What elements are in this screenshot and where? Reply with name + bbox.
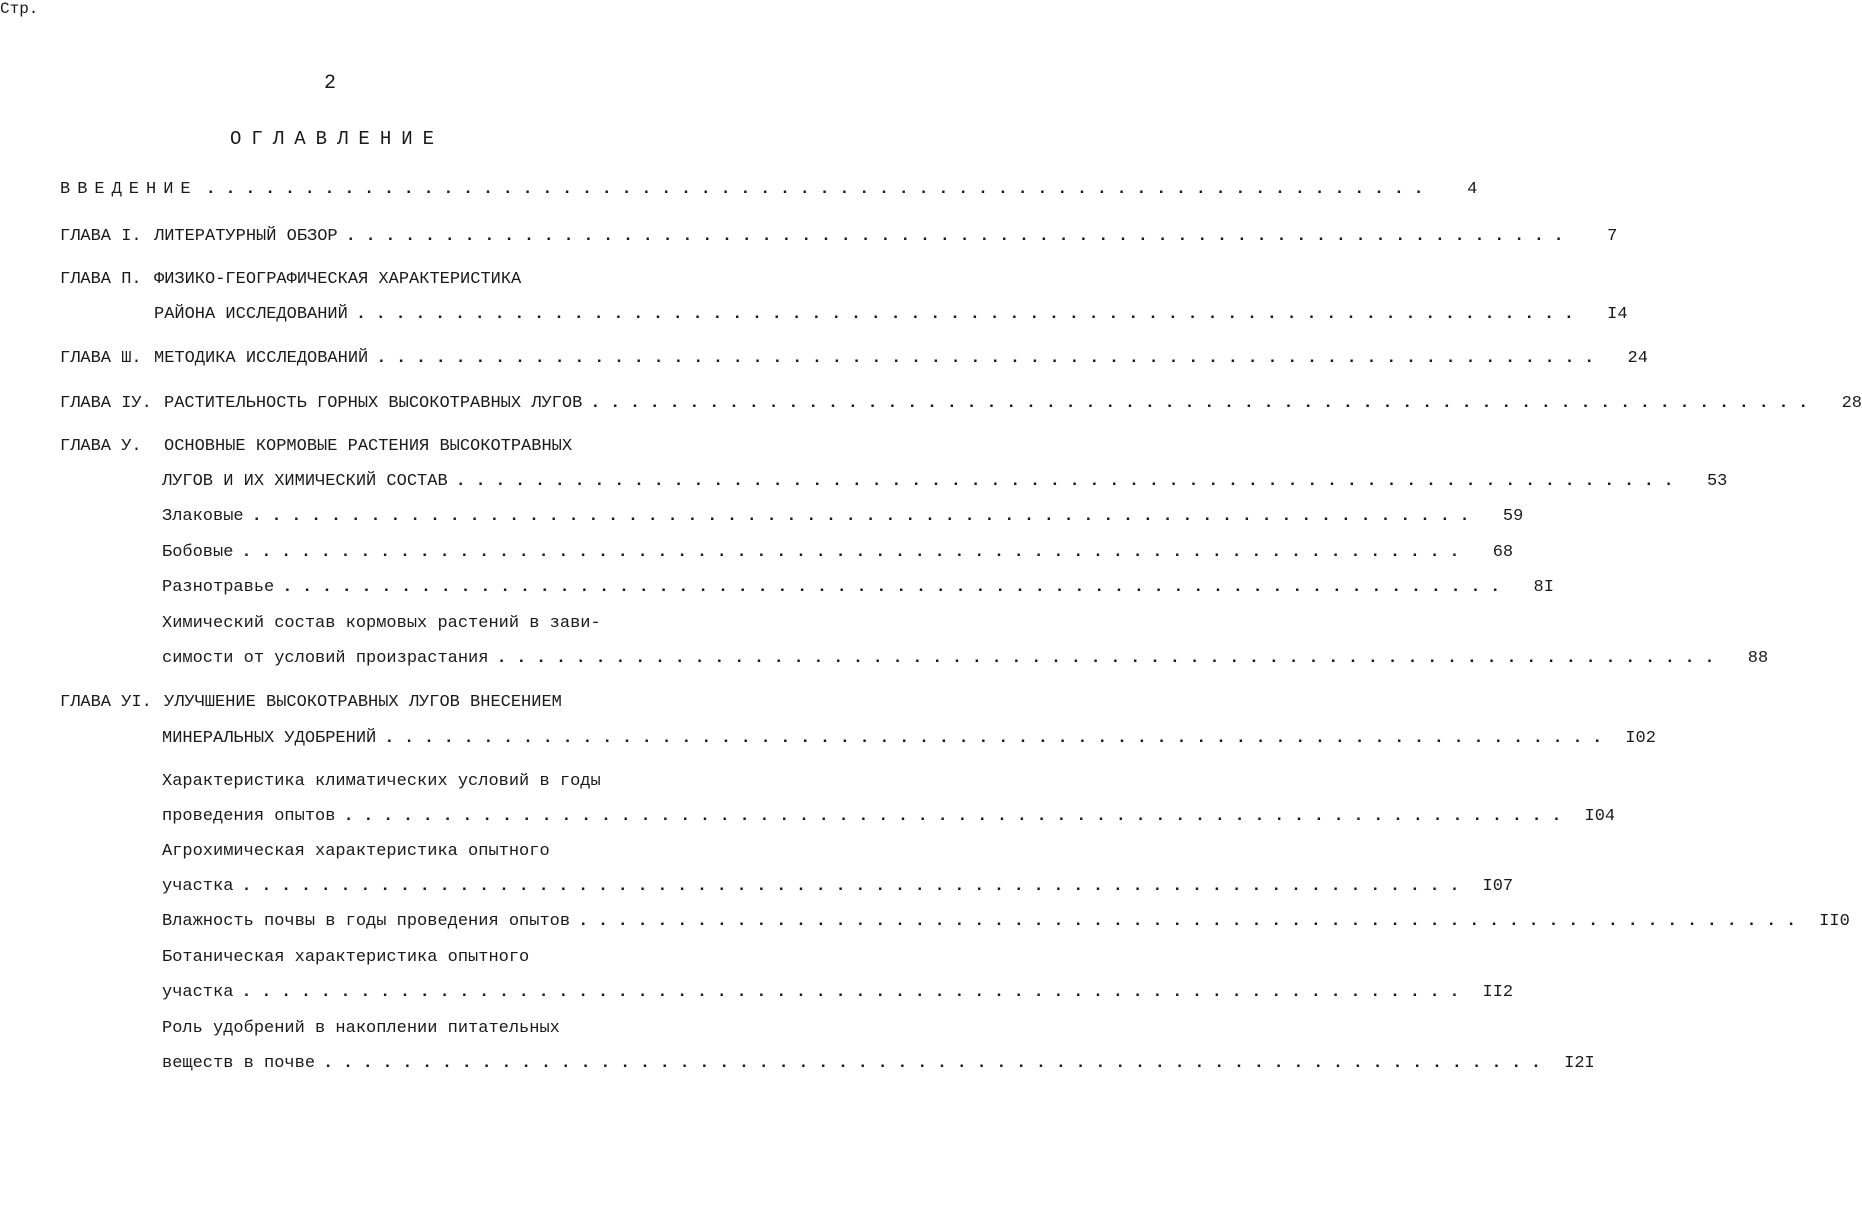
entry-page: 24 — [1627, 349, 1648, 368]
dot-leader: .............................................................. — [376, 349, 1604, 368]
entry-title: Злаковые — [162, 507, 244, 526]
entry-title: Химический состав кормовых растений в зави- — [162, 614, 601, 633]
toc-entry-ch6-line1[interactable] — [60, 691, 723, 715]
toc-entry-ch6-s3[interactable] — [60, 910, 1850, 934]
toc-entry-ch6-s5-line1[interactable] — [60, 1017, 723, 1041]
entry-title: Бобовые — [162, 543, 234, 562]
toc-entry-ch6-s4-line2[interactable] — [60, 981, 1514, 1005]
entry-page: 8I — [1533, 578, 1554, 597]
toc-entry-ch5-s2[interactable] — [60, 541, 1514, 565]
toc-entry-ch5-line2[interactable] — [60, 470, 1728, 494]
entry-page: 88 — [1747, 649, 1769, 668]
toc-entry-ch5-s3[interactable] — [60, 576, 1554, 600]
toc-entry-ch5-s1[interactable] — [60, 505, 1524, 529]
toc-entry-ch6-s4-line1[interactable] — [60, 946, 723, 970]
dot-leader: .............................................................. — [241, 543, 1470, 562]
entry-page: I4 — [1607, 305, 1628, 324]
entry-title: Влажность почвы в годы проведения опытов — [162, 912, 571, 931]
dot-leader: .............................................................. — [282, 578, 1510, 597]
entry-title: участка — [162, 983, 234, 1002]
entry-title: симости от условий произрастания — [162, 649, 489, 668]
entry-title: проведения опытов — [162, 807, 336, 826]
chapter-label: ГЛАВА У. — [60, 437, 142, 456]
entry-page: II0 — [1819, 912, 1850, 931]
toc-entry-ch3[interactable] — [60, 347, 1648, 371]
entry-title: МЕТОДИКА ИССЛЕДОВАНИЙ — [154, 349, 369, 368]
entry-title: веществ в почве — [162, 1054, 316, 1073]
toc-entry-ch6-s1-line1[interactable] — [60, 770, 723, 794]
chapter-label: ГЛАВА IУ. — [60, 394, 152, 413]
toc-entry-ch5-s4-line1[interactable] — [60, 612, 723, 636]
entry-page: 68 — [1492, 543, 1514, 562]
entry-title: Агрохимическая характеристика опытного — [162, 842, 550, 861]
page-number: 2 — [323, 72, 336, 95]
toc-entry-ch6-line2[interactable] — [60, 727, 1656, 751]
entry-title: участка — [162, 877, 234, 896]
entry-title: РАЙОНА ИССЛЕДОВАНИЙ — [154, 305, 348, 324]
dot-leader: .............................................................. — [251, 507, 1480, 526]
dot-leader: .............................................................. — [345, 227, 1574, 246]
chapter-label: ГЛАВА П. — [60, 270, 142, 289]
entry-page: 7 — [1607, 227, 1618, 246]
toc-entry-ch6-s1-line2[interactable] — [60, 805, 1616, 829]
entry-title: ЛИТЕРАТУРНЫЙ ОБЗОР — [154, 227, 338, 246]
page-column-header: Стр. — [0, 0, 39, 18]
entry-title: Ботаническая характеристика опытного — [162, 948, 530, 967]
entry-title: ЛУГОВ И ИХ ХИМИЧЕСКИЙ СОСТАВ — [162, 472, 448, 491]
toc-entry-ch6-s2-line2[interactable] — [60, 875, 1514, 899]
entry-page: 4 — [1467, 180, 1478, 199]
entry-page: 59 — [1502, 507, 1524, 526]
chapter-label: ГЛАВА I. — [60, 227, 142, 246]
entry-page: 28 — [1841, 394, 1862, 413]
dot-leader: .............................................................. — [455, 472, 1684, 491]
toc-entry-ch2-line2[interactable] — [60, 303, 1628, 327]
dot-leader: .............................................................. — [323, 1054, 1551, 1073]
entry-title: ВВЕДЕНИЕ — [60, 180, 198, 199]
entry-title: Роль удобрений в накоплении питательных — [162, 1019, 560, 1038]
dot-leader: .............................................................. — [578, 912, 1806, 931]
toc-entry-ch5-line1[interactable] — [60, 435, 723, 459]
entry-page: I04 — [1584, 807, 1616, 826]
entry-title: УЛУЧШЕНИЕ ВЫСОКОТРАВНЫХ ЛУГОВ ВНЕСЕНИЕМ — [164, 693, 562, 712]
toc-entry-ch4[interactable] — [60, 392, 1862, 416]
toc-entry-ch6-s5-line2[interactable] — [60, 1052, 1595, 1076]
entry-page: I2I — [1564, 1054, 1595, 1073]
entry-title: Характеристика климатических условий в годы — [162, 772, 601, 791]
entry-title: ОСНОВНЫЕ КОРМОВЫЕ РАСТЕНИЯ ВЫСОКОТРАВНЫХ — [164, 437, 573, 456]
entry-page: 53 — [1706, 472, 1728, 491]
entry-page: I02 — [1625, 729, 1656, 748]
toc-title: ОГЛАВЛЕНИЕ — [230, 128, 445, 150]
entry-title: Разнотравье — [162, 578, 275, 597]
entry-title: РАСТИТЕЛЬНОСТЬ ГОРНЫХ ВЫСОКОТРАВНЫХ ЛУГОВ — [164, 394, 583, 413]
toc-entry-ch1[interactable] — [60, 225, 1618, 249]
dot-leader: .............................................................. — [590, 394, 1818, 413]
dot-leader: .............................................................. — [384, 729, 1612, 748]
entry-page: II2 — [1482, 983, 1514, 1002]
entry-page: I07 — [1482, 877, 1514, 896]
chapter-label: ГЛАВА Ш. — [60, 349, 142, 368]
toc-entry-ch6-s2-line1[interactable] — [60, 840, 723, 864]
entry-title: МИНЕРАЛЬНЫХ УДОБРЕНИЙ — [162, 729, 377, 748]
toc-entry-ch5-s4-line2[interactable] — [60, 647, 1769, 671]
dot-leader: .............................................................. — [343, 807, 1572, 826]
dot-leader: .............................................................. — [496, 649, 1725, 668]
toc-entry-intro[interactable] — [60, 178, 1478, 202]
entry-title: ФИЗИКО-ГЕОГРАФИЧЕСКАЯ ХАРАКТЕРИСТИКА — [154, 270, 522, 289]
dot-leader: .............................................................. — [205, 180, 1434, 199]
dot-leader: .............................................................. — [355, 305, 1584, 324]
dot-leader: .............................................................. — [241, 877, 1470, 896]
dot-leader: .............................................................. — [241, 983, 1470, 1002]
toc-entry-ch2-line1[interactable] — [60, 268, 723, 292]
chapter-label: ГЛАВА УI. — [60, 693, 152, 712]
